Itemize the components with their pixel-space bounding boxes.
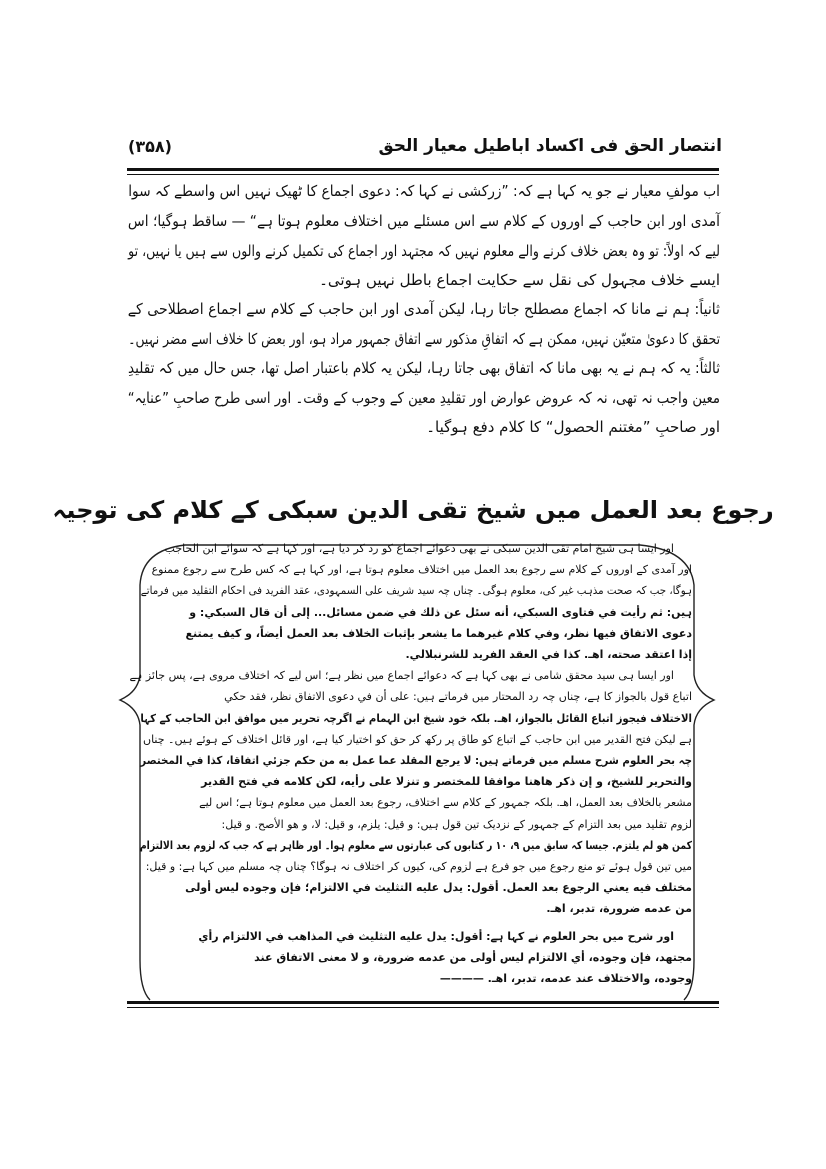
quote-line: إذا اعتقد صحته، اهـ. كذا في العقد الفريد للشرنبلالي. — [405, 648, 692, 661]
body-line: ایسے خلاف مجہول کی نقل سے حکایت اجماع باطل نہیں ہوتی۔ — [319, 271, 720, 289]
quote-line: الاختلاف فيجوز اتباع القائل بالجواز، اهـ. بلکہ خود شیخ ابن الہمام نے اگرچہ تحریر میں موافق ابن الحاجب کے کہا — [140, 711, 692, 725]
page-number: (۳۵۸) — [128, 137, 172, 156]
section-heading: رجوع بعد العمل میں شیخ تقی الدین سبکی کے کلام کی توجیہ — [52, 496, 774, 524]
quote-line: مختلف فيه يعني الرجوع بعد العمل. أقول: يدل عليه التثليث في الالتزام؛ فإن وجوده ليس أولى — [185, 881, 692, 895]
quote-line: دعوى الاتفاق فيها نظر، وفي كلام غيرهما ما يشعر بإثبات الخلاف بعد العمل أيضاً، و كيف يمتنع — [185, 626, 692, 640]
footer-rule-thick — [127, 1001, 719, 1004]
body-line: ثانیاً: ہم نے مانا کہ اجماع مصطلح جاتا رہا، لیکن آمدی اور ابن حاجب کے کلام سے اجماع اصطلاحی کے — [127, 300, 720, 318]
body-line: آمدی اور ابن حاجب کے اوروں کے کلام سے اس مسئلے میں اختلاف معلوم ہوتا ہے“ — ساقط ہوگیا؛ اس — [127, 212, 720, 230]
quote-line: اور آمدی کے اوروں کے کلام سے رجوع بعد العمل میں اختلاف معلوم ہوتا ہے، اور کہا ہے کہ کس طرح سے رجوع ممنوع — [151, 563, 692, 577]
body-line: لیے کہ اولاً: تو وہ بعض خلاف کرنے والے معلوم نہیں کہ مجتہد اور اجماع کی تکمیل کرنے والوں سے ہیں یا نہیں، تو — [128, 242, 721, 260]
quote-line: مجتهد، فإن وجوده، أي الالتزام ليس أولى من عدمه ضرورة، و لا معنى الاتفاق عند — [254, 950, 692, 964]
quote-line: اتباع قول بالجواز کا ہے، چناں چہ رد المحتار میں فرماتے ہیں: على أن في دعوى الاتفاق نظر، فقد حكي — [224, 690, 692, 704]
quote-line: وجوده، والاختلاف عند عدمه، تدبر، اهـ. ———— — [439, 972, 692, 985]
quote-line: ہوگا، جب کہ صحت مذہب غیر کی، معلوم ہوگی۔ چناں چہ سید شریف علی السمہودی، عقد الفرید فی احکام التقلید میں فرماتے — [140, 584, 692, 598]
quote-line: چہ بحر العلوم شرح مسلم میں فرماتے ہیں: لا يرجع المقلد عما عمل به من حكم جزئي اتفاقا، كذا في المختصر — [140, 754, 693, 767]
quote-line: اور شرح میں بحر العلوم نے کہا ہے: أقول: يدل عليه التثليث في المذاهب في الالتزام رأي — [198, 929, 674, 943]
quote-line: لزوم تقلید میں بعد التزام کے جمہور کے نزدیک تین قول ہیں: و قيل: يلزم، و قيل: لا، و هو الأصح. و قيل: — [221, 817, 692, 831]
book-title: انتصار الحق فی اکساد اباطیل معیار الحق — [378, 136, 722, 156]
quote-line: میں تین قول ہوئے تو منع رجوع میں جو فرع ہے لزوم کی، کیوں کر اختلاف نہ ہوگا؟ چناں چہ مسلم میں کہا ہے: و قيل: — [145, 860, 692, 873]
quote-line: اور ایسا ہی شیخ امام تقی الدین سبکی نے بھی دعوائے اجماع کو رد کر دیا ہے، اور کہا ہے کہ سوائے ابن الحاجب — [164, 542, 674, 555]
quote-line: مشعر بالخلاف بعد العمل، اهـ. بلکہ جمہور کے کلام سے اختلاف، رجوع بعد العمل میں معلوم ہوتا ہے؛ اس لیے — [199, 796, 692, 810]
body-line: ثالثاً: یہ کہ ہم نے یہ بھی مانا کہ اتفاق بھی جاتا رہا، لیکن یہ کلام باعتبار اصل تھا، جس حال میں کہ تقلیدِ — [127, 359, 721, 377]
body-line: اور صاحبِ ”مغتنم الحصول“ کا کلام دفع ہوگیا۔ — [426, 418, 720, 436]
quote-line: اور ایسا ہی سید محقق شامی نے بھی کہا ہے کہ دعوائے اجماع میں نظر ہے؛ اس لیے کہ اختلاف مروی ہے، پس جائز ہے — [129, 669, 674, 683]
quote-line: كمن هو لم يلتزم. جیسا کہ سابق میں ۹، ۱۰ ر کتابوں کی عبارتوں سے معلوم ہوا۔ اور ظاہر ہے کہ جب کہ لزوم بعد الالتزام — [139, 838, 692, 852]
quote-line: ہیں: ثم رأيت في فتاوى السبكي، أنه سئل عن ذلك في ضمن مسائل... إلى أن قال السبكي: و — [189, 605, 692, 619]
body-line: معین واجب نہ تھی، نہ کہ عروض عوارض اور تقلیدِ معین کے وجوب کے وقت۔ اور اسی طرح صاحبِ ”عنایہ“ — [127, 389, 720, 407]
quote-line: من عدمه ضرورة، تدبر، اهـ. — [546, 902, 692, 916]
footer-rule-thin — [127, 1007, 719, 1008]
quote-line: ہے لیکن فتح القدیر میں ابن حاجب کے اتباع کو طاق پر رکھ کر حق کو اختیار کیا ہے، اور قائل اختلاف کے ہوئے ہیں۔ چناں — [142, 732, 692, 746]
quote-line: والتحرير للشيخ، و إن ذكر هاهنا موافقا للمختصر و تنزلا على رأيه، لكن كلامه في فتح القدير — [201, 775, 692, 789]
body-line: اب مولفِ معیار نے جو یہ کہا ہے کہ: ”زرکشی نے کہا کہ: دعوی اجماع کا ٹھیک نہیں اس واسطے کہ سوا — [128, 182, 721, 200]
body-line: تحقق کا دعویٰ متعیّن نہیں، ممکن ہے کہ اتفاقِ مذکور سے اتفاق جمہور مراد ہو، اور بعض کا خلاف اسے مضر نہیں۔ — [128, 330, 720, 348]
